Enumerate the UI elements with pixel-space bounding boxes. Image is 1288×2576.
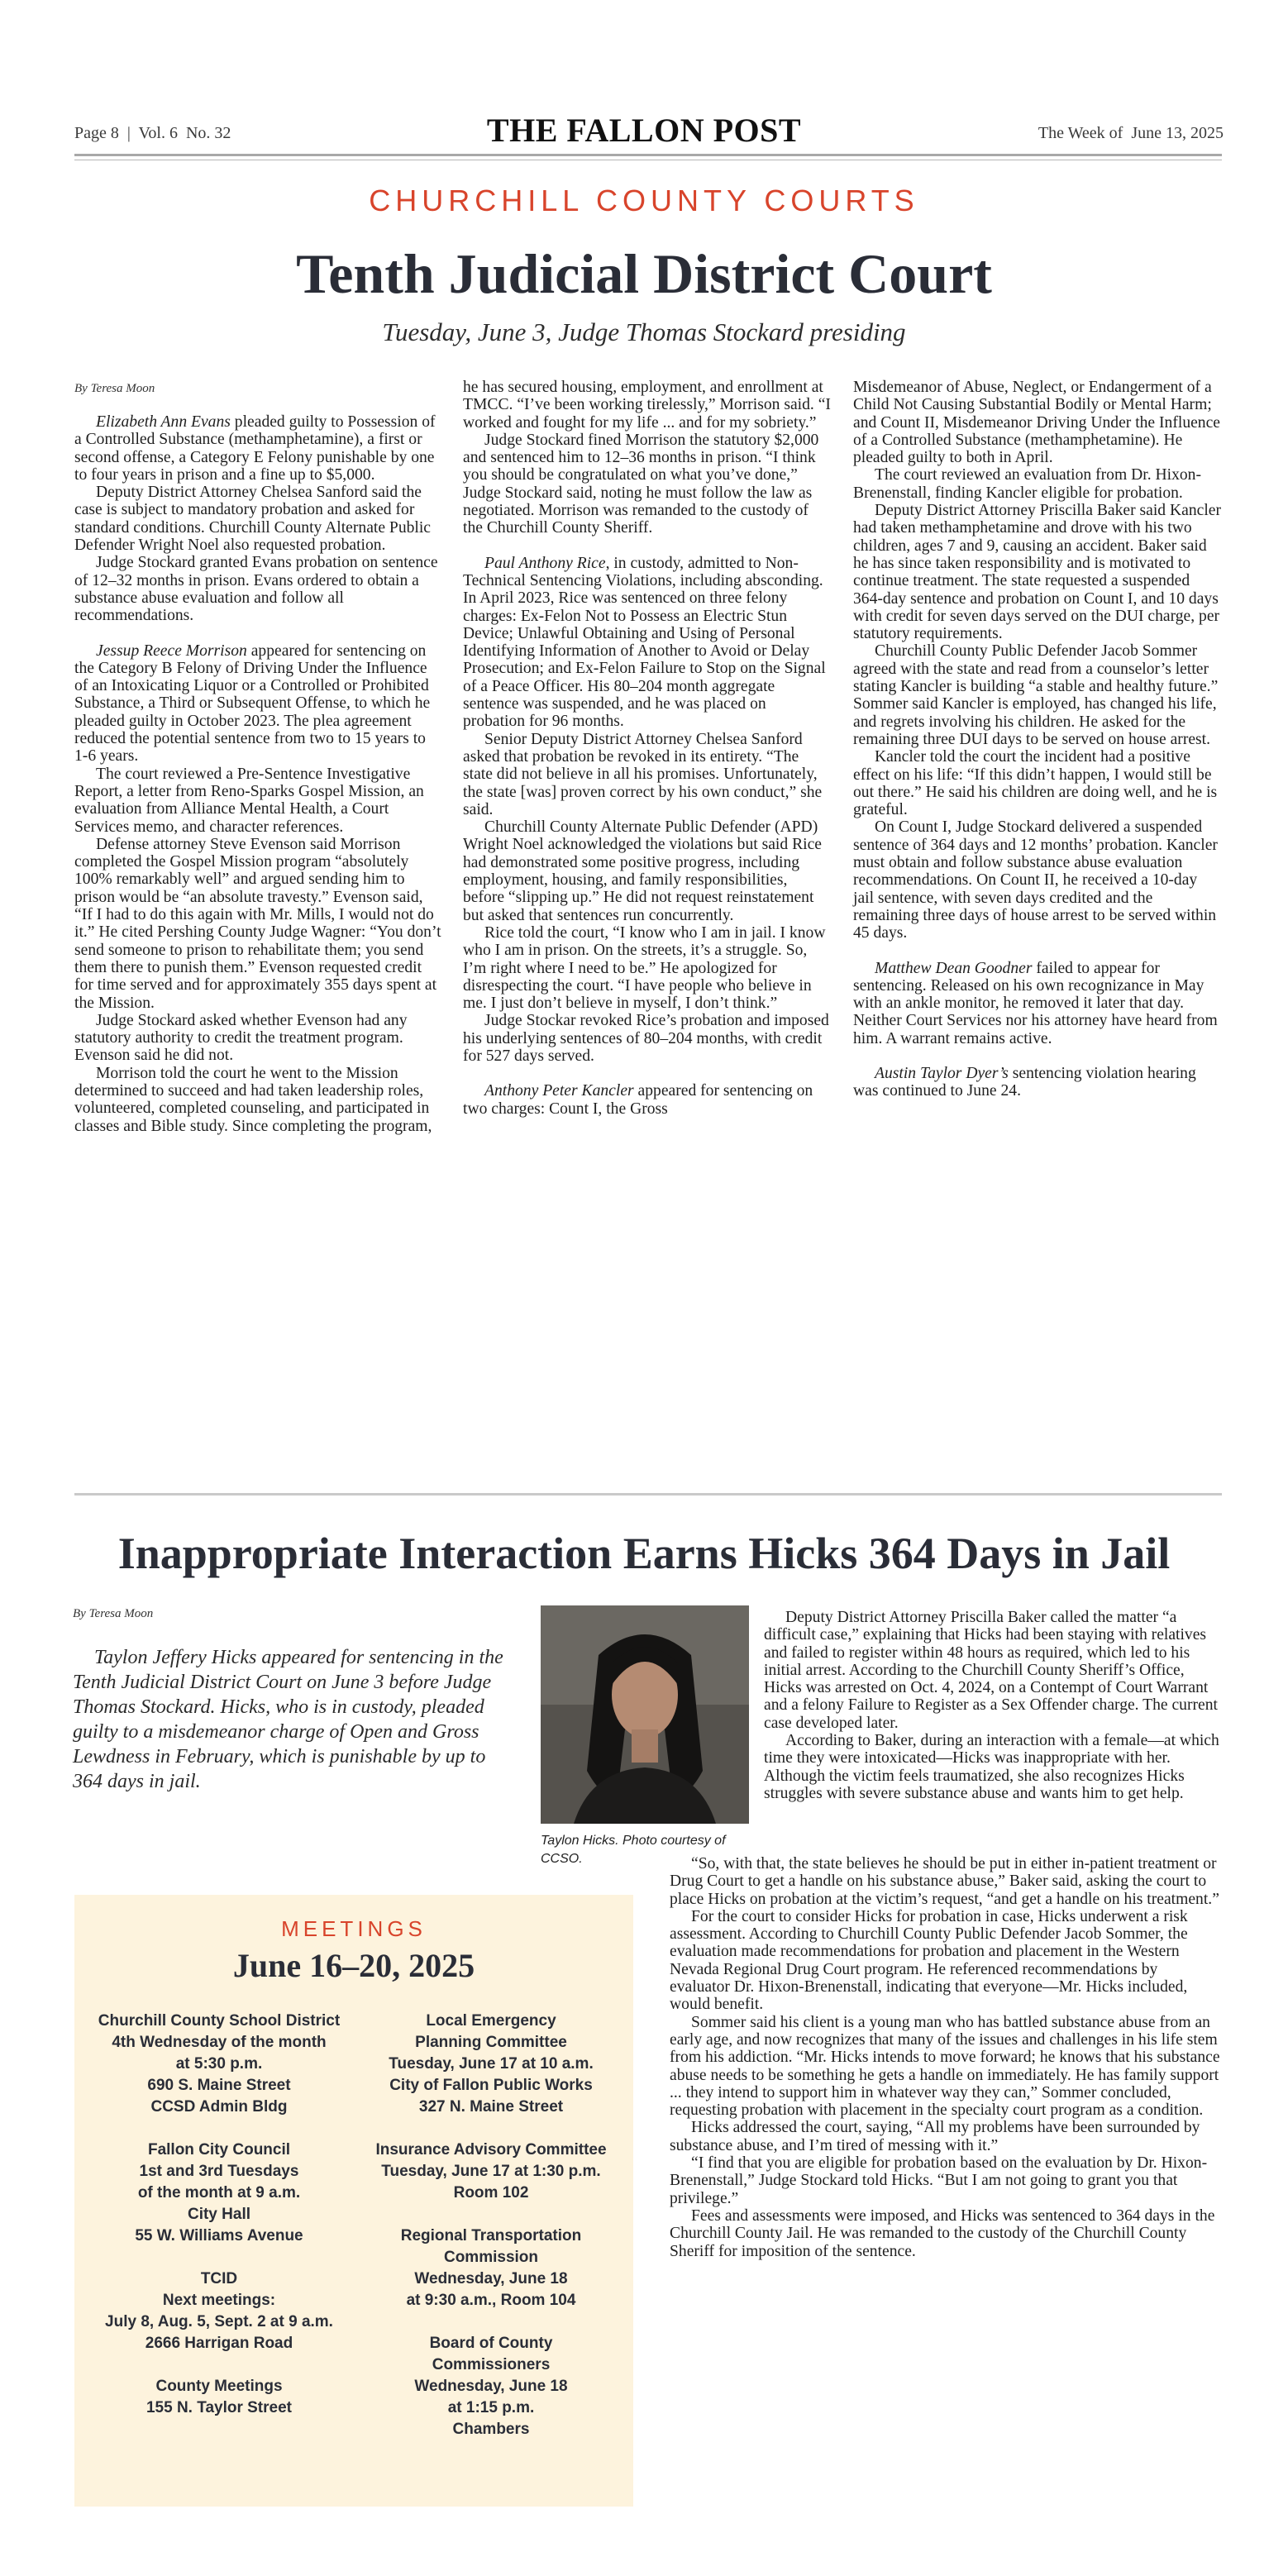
- section-divider: [74, 1493, 1222, 1496]
- paragraph-text: pleaded guilty to Possession of a Controlled Substance (methamphetamine), a first or second offense, a Category E Felony punishable by one to four years in prison and a fine up to $5,000.: [74, 413, 436, 484]
- paragraph: [74, 766, 441, 836]
- issue-date: The Week of June 13, 2025: [1038, 124, 1224, 142]
- paragraph-text: On Count I, Judge Stockard delivered a suspended sentence of 364 days and 12 months’ probation. Kancler must obtain and follow substance abuse evaluation recommendations. On Count II, he received a 10-day jail sentence, with seven days credited and the remaining three days of house arrest to be served within 45 days.: [853, 818, 1218, 942]
- meetings-list-left: [84, 2011, 354, 2440]
- paragraph-text: sentencing violation hearing was continued to June 24.: [853, 1064, 1196, 1100]
- meeting-line: 2666 Harrigan Road: [145, 2335, 293, 2352]
- hicks-article-body-bottom: [670, 1855, 1222, 2260]
- meeting-line: 4th Wednesday of the month: [112, 2034, 327, 2051]
- portrait-image: [541, 1605, 749, 1824]
- meeting-line: at 1:15 p.m.: [447, 2399, 535, 2416]
- meeting-line: Tuesday, June 17 at 1:30 p.m.: [381, 2163, 601, 2180]
- section-title: CHURCHILL COUNTY COURTS: [369, 184, 919, 217]
- meeting-line: CCSD Admin Bldg: [150, 2098, 288, 2116]
- hicks-article-lede: Taylon Jeffery Hicks appeared for sentencing in the Tenth Judicial District Court on June 3 before Judge Thomas Stockard. Hicks, who is in custody, pleaded guilty to a misdemeanor charge of Open and Gross Lewdness in February, which is punishable by up to 364 days in jail.: [73, 1647, 503, 1792]
- hicks-article-byline: By Teresa Moon: [73, 1607, 154, 1620]
- paragraph-text: Rice told the court, “I know who I am in jail. I know who I am in prison. On the streets, it’s a struggle. So, I’m right where I need to be.” He apologized for disrespecting the court. “I have people who believe in me. I just don’t believe in myself, I don’t think.”: [463, 923, 826, 1013]
- court-article-subhead: Tuesday, June 3, Judge Thomas Stockard presiding: [382, 317, 906, 346]
- paragraph-text: “So, with that, the state believes he should be put in either in-patient treatment or Drug Court to get a handle on his substance abuse,” Baker said, asking the court to place Hicks on probation at the victim’s request, “and get a handle on his treatment.”: [670, 1855, 1219, 1908]
- meeting-line: Fallon City Council: [147, 2141, 291, 2159]
- meeting-line: Next meetings:: [162, 2292, 276, 2309]
- meeting-line: of the month at 9 a.m.: [137, 2184, 301, 2202]
- paragraph: [764, 1732, 1222, 1802]
- paragraph: [853, 466, 1222, 502]
- paragraph-text: , in custody, admitted to Non-Technical Sentencing Violations, including absconding. In April 2023, Rice was sentenced on three felony charges: Ex-Felon Not to Possess an Electric Stun Device; Unlawful Obtaining and Using of Personal Identifying Information of Another to Avoid or Delay Prosecution; and Ex-Felon Failure to Stop on the Signal of a Peace Officer. His 80–204 month aggregate sentence was suspended, and he was placed on probation for 96 months.: [463, 554, 826, 731]
- meeting-line: Tuesday, June 17 at 10 a.m.: [389, 2055, 594, 2073]
- paragraph: [463, 1082, 832, 1118]
- defendant-name: Jessup Reece Morrison: [96, 642, 247, 660]
- paragraph: [853, 818, 1222, 942]
- paragraph-text: Judge Stockard asked whether Evenson had any statutory authority to credit the treatment program. Evenson said he did not.: [74, 1011, 408, 1065]
- paragraph-text: Sommer said his client is a young man who has battled substance abuse from an early age, and now recognizes that many of the issues and challenges in his life stem from his addiction. “Mr. Hicks intends to move forward; he knows that his substance abuse needs to be something he gets a handle on immediately. He has family support ... they intend to support him in whatever way they can,” Sommer concluded, requesting probation with placement in the specialty court program as a condition.: [670, 2013, 1220, 2120]
- paragraph: [670, 2154, 1222, 2207]
- court-article-column-1: [74, 413, 441, 1135]
- paragraph: [853, 748, 1222, 818]
- paragraph: [463, 818, 832, 924]
- defendant-name: Paul Anthony Rice: [484, 554, 606, 572]
- paragraph-text: The court reviewed an evaluation from Dr. Hixon-Brenenstall, finding Kancler eligible for probation.: [853, 466, 1202, 502]
- meeting-line: Room 102: [453, 2184, 529, 2202]
- court-article-headline: Tenth Judicial District Court: [296, 242, 992, 305]
- meeting-line: 155 N. Taylor Street: [145, 2399, 292, 2416]
- meeting-entry: [357, 2140, 625, 2204]
- meeting-line: City of Fallon Public Works: [389, 2077, 593, 2094]
- meeting-entry: [357, 2225, 625, 2311]
- meeting-entry: [84, 2376, 354, 2419]
- paragraph-text: Hicks addressed the court, saying, “All my problems have been surrounded by substance abuse, and I’m tired of messing with it.”: [670, 2119, 1200, 2154]
- paragraph-text: Morrison told the court he went to the Mission determined to succeed and had taken leadership roles, volunteered, completed counseling, and participated in classes and Bible study. Since completing the program,: [74, 1064, 432, 1135]
- meeting-line: July 8, Aug. 5, Sept. 2 at 9 a.m.: [105, 2313, 333, 2330]
- paragraph-text: For the court to consider Hicks for probation in case, Hicks underwent a risk assessment. According to Churchill County Public Defender Jacob Sommer, the evaluation made recommendations for probation and placement in the Western Nevada Regional Drug Court program. He referenced recommendations by evaluator Dr. Hixon-Brenenstall, indicating that everyone—Mr. Hicks included, would benefit.: [670, 1907, 1188, 2014]
- paragraph: [74, 554, 441, 624]
- paragraph: [74, 642, 441, 766]
- paragraph: [463, 379, 832, 432]
- court-article-byline: By Teresa Moon: [74, 382, 155, 395]
- meeting-line: Local Emergency: [426, 2012, 556, 2030]
- paragraph: [74, 484, 441, 554]
- paragraph: [74, 1012, 441, 1065]
- hicks-article-body-top: [764, 1609, 1222, 1802]
- paragraph-text: he has secured housing, employment, and enrollment at TMCC. “I’ve been working tirelessly,” Morrison said. “I worked and fought for my life ... and for my sobriety.”: [463, 379, 831, 432]
- meeting-entry: [84, 2011, 354, 2118]
- paragraph: [463, 555, 832, 731]
- meeting-line: County Meetings: [155, 2378, 283, 2395]
- photo-caption: Taylon Hicks. Photo courtesy of CCSO.: [541, 1834, 726, 1866]
- meeting-line: Insurance Advisory Committee: [375, 2141, 607, 2159]
- meeting-line: Board of County: [429, 2335, 553, 2352]
- court-article-column-2: [463, 379, 832, 1118]
- paragraph: [764, 1609, 1222, 1732]
- paragraph-text: The court reviewed a Pre-Sentence Investigative Report, a letter from Reno-Sparks Gospel Mission, an evaluation from Alliance Mental Health, a Court Services memo, and character references.: [74, 765, 424, 836]
- paragraph-text: Judge Stockard granted Evans probation on sentence of 12–32 months in prison. Evans ordered to obtain a substance abuse evaluation and follow all recommendations.: [74, 554, 438, 625]
- paragraph-text: According to Baker, during an interaction with a female—at which time they were intoxicated—Hicks was inappropriate with her. Although the victim feels traumatized, she also recognizes Hicks struggles with severe substance abuse and wants him to get help.: [764, 1732, 1219, 1802]
- paragraph: [670, 2119, 1222, 2154]
- paragraph: [463, 924, 832, 1012]
- meeting-line: City Hall: [187, 2206, 251, 2223]
- meeting-line: at 5:30 p.m.: [175, 2055, 263, 2073]
- meeting-line: Wednesday, June 18: [414, 2378, 568, 2395]
- paragraph: [463, 432, 832, 537]
- masthead: THE FALLON POST: [486, 112, 802, 149]
- court-article-column-3: [853, 379, 1222, 1100]
- paragraph-text: Senior Deputy District Attorney Chelsea Sanford asked that probation be revoked in its entirety. “The state did not believe in all his promises. Unfortunately, the state [was] proven correct by his own conduct,” she said.: [463, 730, 823, 818]
- paragraph: [853, 502, 1222, 642]
- paragraph-text: appeared for sentencing on the Category B Felony of Driving Under the Influence of an Intoxicating Liquor or a Controlled or Prohibited Substance, a Third or Subsequent Offense, to which he pleaded guilty in October 2023. The plea agreement reduced the potential sentence from two to 15 years to 1-6 years.: [74, 642, 431, 766]
- paragraph-text: Kancler told the court the incident had a positive effect on his life: “If this didn’t happen, I would still be out there.” He said his children are doing well, and he is grateful.: [853, 748, 1218, 819]
- meeting-line: Commission: [443, 2249, 539, 2266]
- defendant-name: Elizabeth Ann Evans: [96, 413, 231, 431]
- paragraph-text: appeared for sentencing on two charges: Count I, the Gross: [463, 1082, 813, 1118]
- page-info: Page 8 | Vol. 6 No. 32: [74, 124, 231, 142]
- paragraph: [670, 2207, 1222, 2260]
- paragraph-text: Churchill County Public Defender Jacob Sommer agreed with the state and read from a counselor’s letter stating Kancler is building “a stable and healthy future.” Sommer said Kancler is employed, has changed his life, and regrets involving his children. He asked for the remaining three DUI days to be served on house arrest.: [853, 642, 1219, 748]
- defendant-name: Austin Taylor Dyer’s: [875, 1064, 1009, 1082]
- paragraph: [670, 1908, 1222, 2014]
- paragraph: [853, 379, 1222, 466]
- paragraph: [853, 1065, 1222, 1100]
- paragraph: [74, 413, 441, 484]
- paragraph: [853, 642, 1222, 748]
- meetings-list-right: [357, 2011, 625, 2462]
- meeting-line: 55 W. Williams Avenue: [135, 2227, 303, 2244]
- meeting-line: Regional Transportation: [400, 2227, 582, 2244]
- meeting-line: at 9:30 a.m., Room 104: [406, 2292, 576, 2309]
- meeting-line: Chambers: [452, 2421, 530, 2438]
- paragraph-text: Judge Stockar revoked Rice’s probation and imposed his underlying sentences of 80–204 months, with credit for 527 days served.: [463, 1012, 829, 1065]
- meeting-entry: [357, 2333, 625, 2440]
- meeting-line: 690 S. Maine Street: [147, 2077, 291, 2094]
- paragraph-text: Deputy District Attorney Priscilla Baker said Kancler had taken methamphetamine and drove with his two children, ages 7 and 9, causing an accident. Baker said he has since taken responsibility and is motivated to continue treatment. The state requested a suspended 364-day sentence and probation on Count I, and 10 days with credit for seven days served on the DUI charge, per statutory requirements.: [853, 502, 1221, 643]
- paragraph-text: Judge Stockard fined Morrison the statutory $2,000 and sentenced him to 12–36 months in prison. “I think you should be congratulated on what you’ve done,” Judge Stockard said, noting he must follow the law as negotiated. Morrison was remanded to the custody of the Churchill County Sheriff.: [463, 431, 819, 537]
- meeting-entry: [357, 2011, 625, 2118]
- meeting-line: TCID: [200, 2270, 238, 2287]
- paragraph-text: Deputy District Attorney Priscilla Baker called the matter “a difficult case,” explaining that Hicks had been staying with relatives and failed to register within 48 hours as required, which led to his initial arrest. According to the Churchill County Sheriff’s Office, Hicks was arrested on Oct. 4, 2024, on a Contempt of Court Warrant and a felony Failure to Register as a Sex Offender charge. The current case developed later.: [764, 1609, 1218, 1732]
- paragraph: [74, 836, 441, 1012]
- hicks-article-headline: Inappropriate Interaction Earns Hicks 364 Days in Jail: [117, 1529, 1171, 1578]
- meeting-line: Commissioners: [432, 2356, 551, 2373]
- meeting-line: 1st and 3rd Tuesdays: [139, 2163, 299, 2180]
- paragraph-text: Misdemeanor of Abuse, Neglect, or Endangerment of a Child Not Causing Substantial Bodily or Mental Harm; and Count II, Misdemeanor Driving Under the Influence of a Controlled Substance (methamphetamine). He pleaded guilty to both in April.: [853, 379, 1220, 467]
- paragraph: [670, 1855, 1222, 1908]
- meeting-line: Wednesday, June 18: [414, 2270, 568, 2287]
- meeting-entry: [84, 2140, 354, 2247]
- paragraph: [463, 1012, 832, 1065]
- paragraph-text: Fees and assessments were imposed, and Hicks was sentenced to 364 days in the Churchill County Jail. He was remanded to the custody of the Churchill County Sheriff for imposition of the sentence.: [670, 2206, 1215, 2260]
- paragraph-text: Deputy District Attorney Chelsea Sanford said the case is subject to mandatory probation and asked for standard conditions. Churchill County Alternate Public Defender Wright Noel also requested probation.: [74, 484, 432, 555]
- paragraph: [853, 960, 1222, 1047]
- paragraph: [74, 1065, 441, 1135]
- paragraph: [670, 2014, 1222, 2120]
- meetings-date-range: June 16–20, 2025: [232, 1947, 475, 1984]
- mugshot-photo: [541, 1605, 749, 1824]
- paragraph-text: Defense attorney Steve Evenson said Morrison completed the Gospel Mission program “absolutely 100% remarkably well” and argued sending him to prison would be “an absolute travesty.” Evenson said, “If I had to do this again with Mr. Mills, I would not do it.” He cited Pershing County Judge Wagner: “You don’t send someone to prison to rehabilitate them; you send them there to punish them.” Evenson requested credit for time served and for approximately 355 days spent at the Mission.: [74, 835, 441, 1012]
- paragraph-text: failed to appear for sentencing. Released on his own recognizance in May with an ankle monitor, he removed it later that day. Neither Court Services nor his attorney have heard from him. A warrant remains active.: [853, 959, 1218, 1047]
- paragraph-text: “I find that you are eligible for probation based on the evaluation by Dr. Hixon-Brenenstall,” Judge Stockard told Hicks. “But I am not going to grant you that privilege.”: [670, 2154, 1208, 2207]
- meeting-line: 327 N. Maine Street: [418, 2098, 564, 2116]
- meetings-title: MEETINGS: [281, 1916, 427, 1941]
- paragraph-text: Churchill County Alternate Public Defender (APD) Wright Noel acknowledged the violations but said Rice had demonstrated some positive progress, including employment, housing, and family responsibilities, before “slipping up.” He did not request reinstatement but asked that sentences run concurrently.: [463, 818, 822, 924]
- meeting-line: Churchill County School District: [98, 2012, 341, 2030]
- meeting-entry: [84, 2268, 354, 2354]
- defendant-name: Matthew Dean Goodner: [875, 959, 1033, 977]
- meeting-line: Planning Committee: [415, 2034, 567, 2051]
- paragraph: [463, 731, 832, 818]
- header-rule: [74, 154, 1222, 156]
- defendant-name: Anthony Peter Kancler: [484, 1082, 634, 1100]
